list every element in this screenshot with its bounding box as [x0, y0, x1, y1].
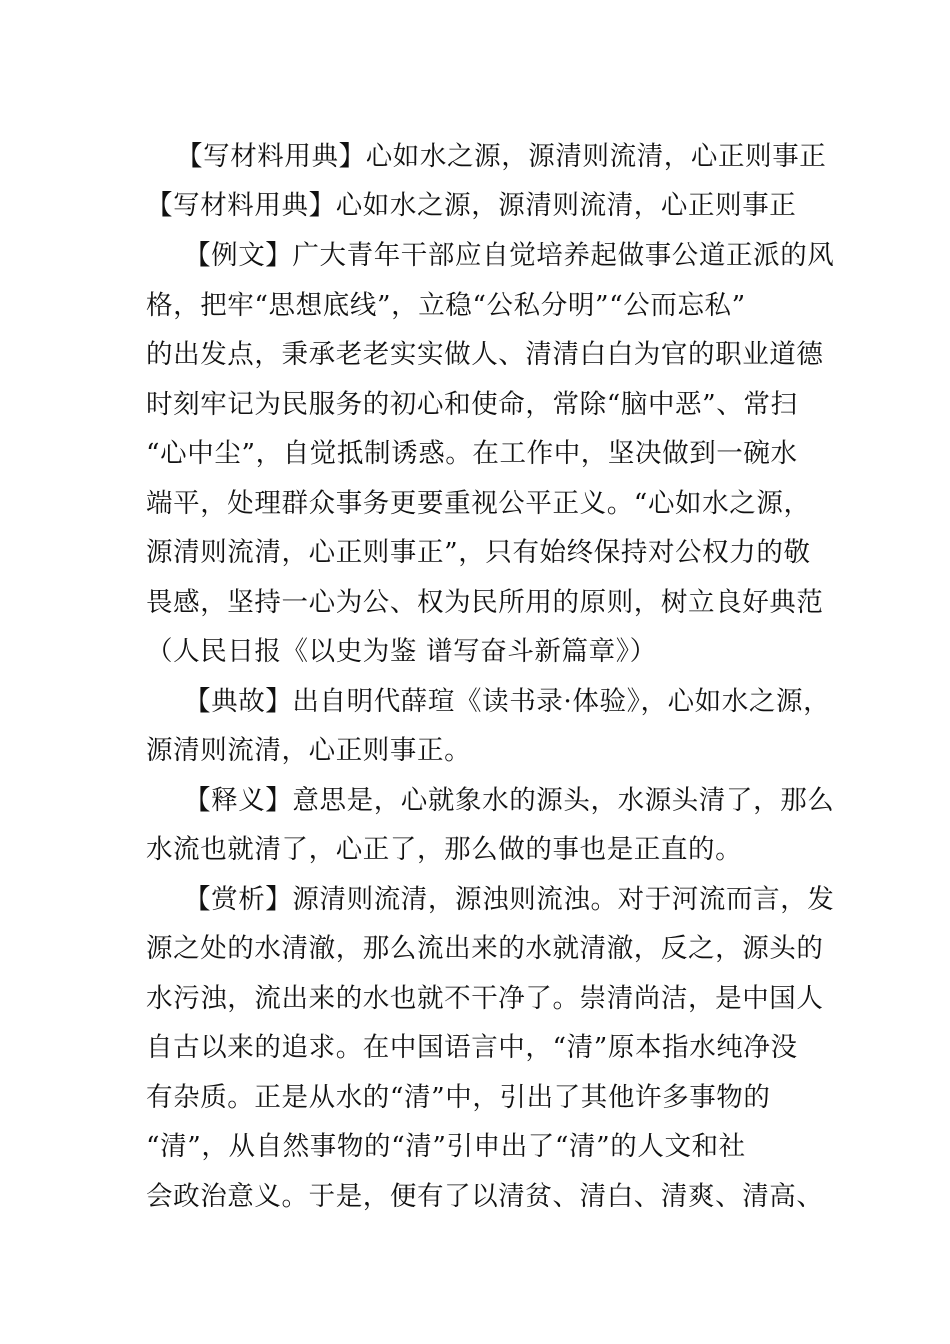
text-line: 时刻牢记为民服务的初心和使命，常除“脑中恶”、常扫	[146, 388, 798, 420]
text-line: 畏感，坚持一心为公、权为民所用的原则，树立良好典范	[146, 586, 824, 618]
document-title: 【写材料用典】心如水之源，源清则流清，心正则事正	[176, 141, 827, 172]
text-line: 水污浊，流出来的水也就不干净了。崇清尚洁，是中国人	[146, 982, 824, 1014]
text-line: 源之处的水清澈，那么流出来的水就清澈，反之，源头的	[146, 933, 824, 964]
paragraph-allusion	[146, 677, 831, 776]
document-body	[146, 231, 835, 1221]
document-subtitle: 【写材料用典】心如水之源，源清则流清，心正则事正	[146, 190, 797, 221]
text-line: “心中尘”，自觉抵制诱惑。在工作中，坚决做到一碗水	[146, 438, 798, 469]
text-line: 源清则流清，心正则事正”，只有始终保持对公权力的敬	[146, 537, 811, 568]
text-line: 自古以来的追求。在中国语言中，“清”原本指水纯净没	[146, 1032, 798, 1063]
text-line: 格，把牢“思想底线”，立稳“公私分明”“公而忘私”	[146, 289, 746, 321]
text-line: 【典故】出自明代薛瑄《读书录·体验》，心如水之源，	[184, 685, 831, 717]
text-line: 有杂质。正是从水的“清”中，引出了其他许多事物的	[146, 1081, 771, 1113]
text-line: 【释义】意思是，心就象水的源头，水源头清了，那么	[184, 784, 835, 816]
paragraph-meaning	[146, 776, 835, 875]
text-line: （人民日报《以史为鉴 谱写奋斗新篇章》）	[146, 636, 657, 667]
paragraph-appreciation	[146, 875, 835, 1222]
text-line: 【例文】广大青年干部应自觉培养起做事公道正派的风	[184, 240, 835, 271]
text-line: 水流也就清了，心正了，那么做的事也是正直的。	[146, 834, 743, 865]
text-line: 端平，处理群众事务更要重视公平正义。“心如水之源，	[146, 487, 811, 519]
paragraph-example	[146, 231, 835, 677]
text-line: “清”，从自然事物的“清”引申出了“清”的人文和社	[146, 1131, 746, 1162]
text-line: 【赏析】源清则流清，源浊则流浊。对于河流而言，发	[184, 883, 835, 915]
text-line: 源清则流清，心正则事正。	[146, 735, 472, 766]
text-line: 的出发点，秉承老老实实做人、清清白白为官的职业道德	[146, 339, 824, 370]
text-line: 会政治意义。于是，便有了以清贫、清白、清爽、清高、	[146, 1180, 824, 1212]
